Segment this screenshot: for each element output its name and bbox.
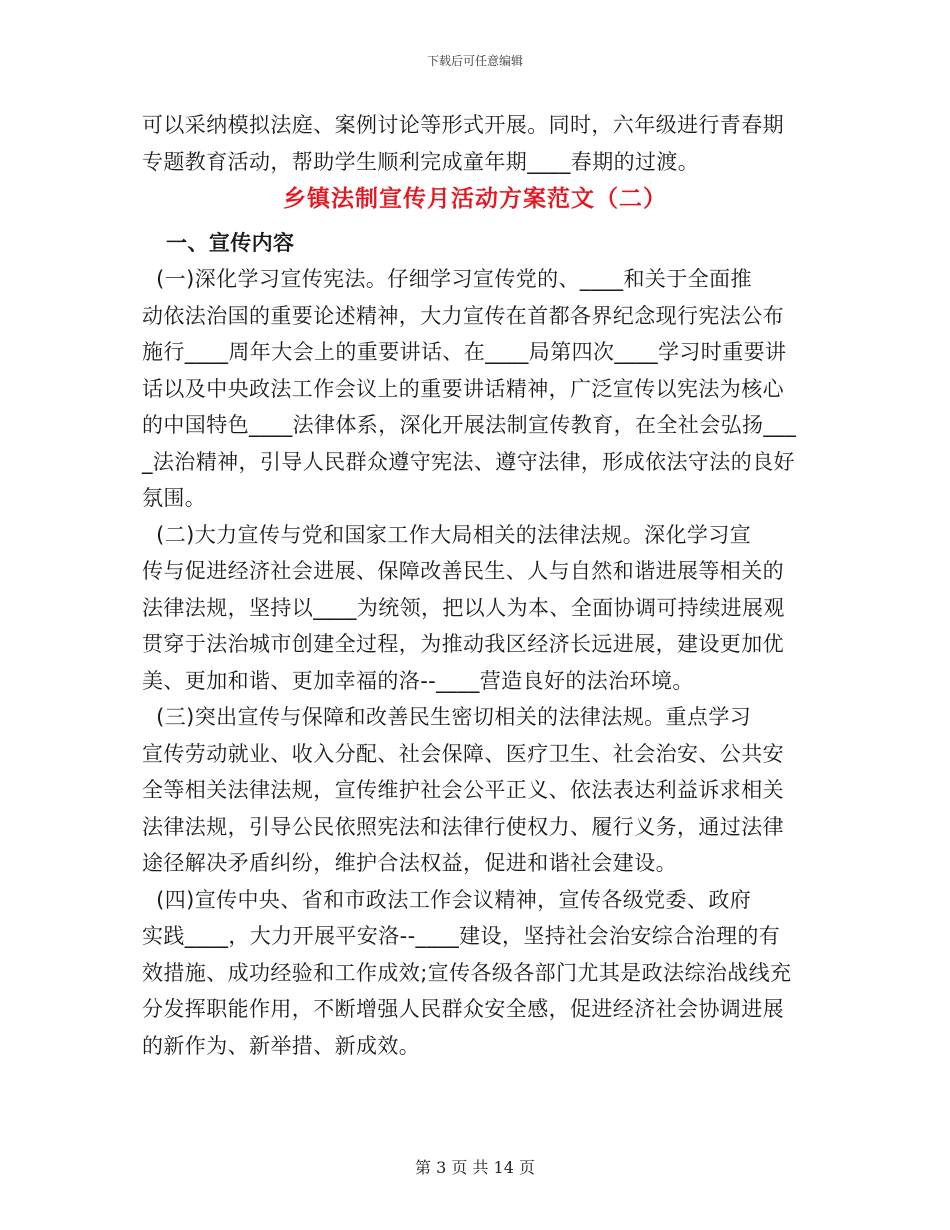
section-heading: 一、宣传内容 <box>166 231 295 255</box>
text-line: 分发挥职能作用，不断增强人民群众安全感，促进经济社会协调进展 <box>142 997 784 1021</box>
text-line: 法律法规，引导公民依照宪法和法律行使权力、履行义务，通过法律 <box>142 814 784 839</box>
intro-paragraph <box>142 107 810 180</box>
text-line: 全等相关法律法规，宣传维护社会公平正义、依法表达利益诉求相关 <box>142 778 784 802</box>
text-line: 可以采纳模拟法庭、案例讨论等形式开展。同时，六年级进行青春期 <box>142 113 784 137</box>
text-line: 话以及中央政法工作会议上的重要讲话精神，广泛宣传以宪法为核心 <box>142 376 784 401</box>
text-line: 传与促进经济社会进展、保障改善民生、人与自然和谐进展等相关的 <box>142 559 784 583</box>
body-paragraphs <box>142 261 810 1064</box>
text-line: 贯穿于法治城市创建全过程，为推动我区经济长远进展，建设更加优 <box>142 632 784 656</box>
text-line: 实践____，大力开展平安洛--____建设，坚持社会治安综合治理的有 <box>142 924 781 948</box>
text-line: (三)突出宣传与保障和改善民生密切相关的法律法规。重点学习 <box>142 705 752 729</box>
text-line: _法治精神，引导人民群众遵守宪法、遵守法律，形成依法守法的良好 <box>142 449 795 474</box>
text-line: 动依法治国的重要论述精神，大力宣传在首都各界纪念现行宪法公布 <box>142 303 784 328</box>
text-line: (一)深化学习宣传宪法。仔细学习宣传党的、____和关于全面推 <box>142 267 752 291</box>
header-note: 下载后可任意编辑 <box>426 54 523 68</box>
text-line: 宣传劳动就业、收入分配、社会保障、医疗卫生、社会治安、公共安 <box>142 741 784 766</box>
text-line: 施行____周年大会上的重要讲话、在____局第四次____学习时重要讲 <box>142 340 787 364</box>
text-line: 美、更加和谐、更加幸福的洛--____营造良好的法治环境。 <box>142 668 694 693</box>
text-line: (二)大力宣传与党和国家工作大局相关的法律法规。深化学习宣 <box>142 522 752 547</box>
text-line: 氛围。 <box>142 486 207 510</box>
text-line: 途径解决矛盾纠纷，维护合法权益，促进和谐社会建设。 <box>142 851 677 875</box>
text-line: 专题教育活动，帮助学生顺利完成童年期____春期的过渡。 <box>142 149 700 174</box>
page-number: 第 3 页 共 14 页 <box>415 1158 535 1177</box>
text-line: 法律法规，坚持以____为统领，把以人为本、全面协调可持续进展观 <box>142 595 785 620</box>
text-line: 效措施、成功经验和工作成效;宣传各级各部门尤其是政法综治战线充 <box>142 960 792 985</box>
document-title: 乡镇法制宣传月活动方案范文（二） <box>283 186 667 212</box>
text-line: 的中国特色____法律体系，深化开展法制宣传教育，在全社会弘扬___ <box>142 413 797 437</box>
text-line: 的新作为、新举措、新成效。 <box>142 1033 421 1058</box>
text-line: (四)宣传中央、省和市政法工作会议精神，宣传各级党委、政府 <box>142 887 752 912</box>
